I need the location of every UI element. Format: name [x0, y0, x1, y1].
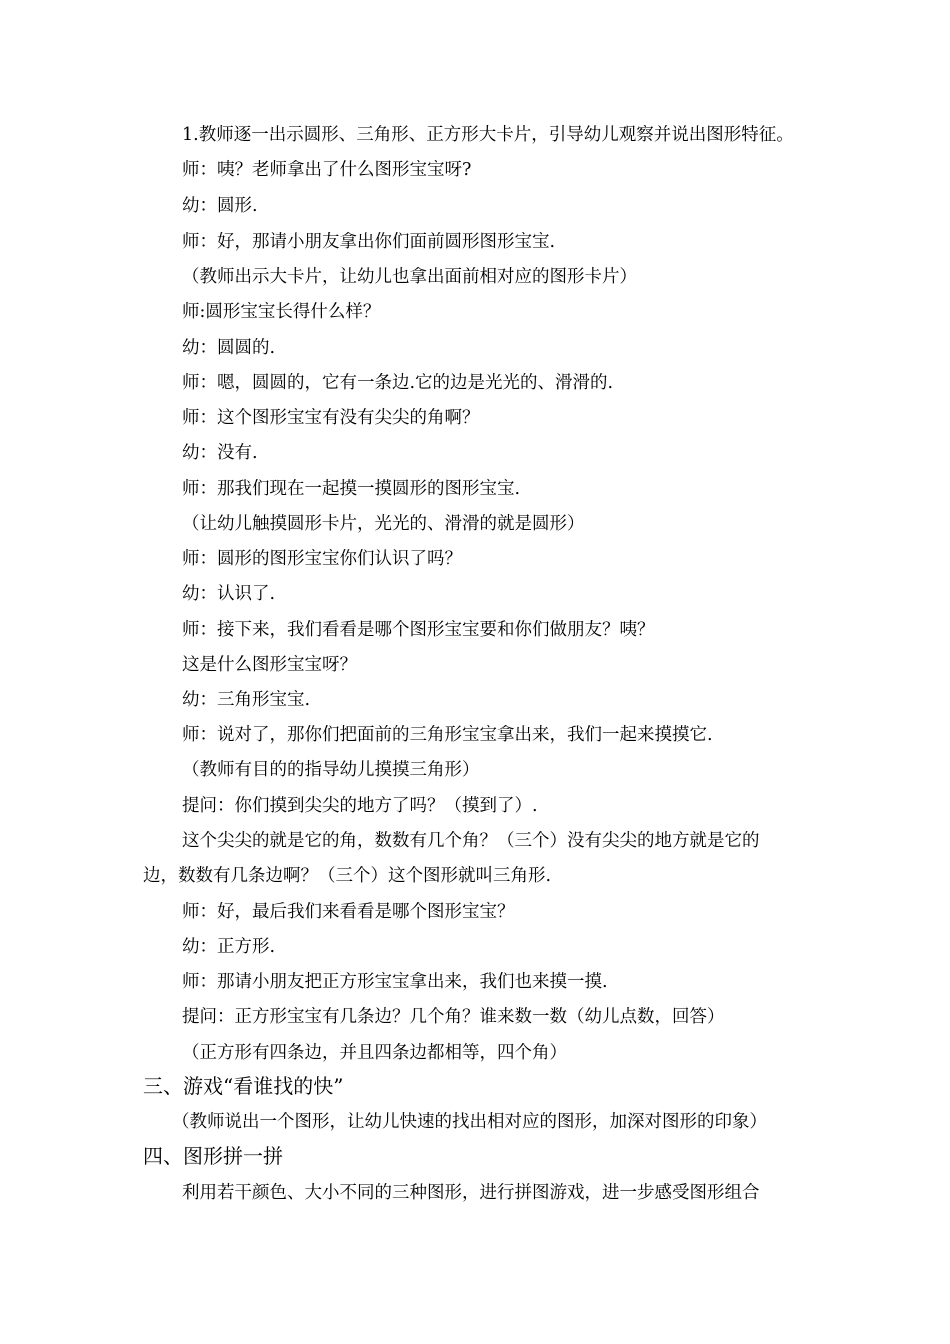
text-line-21: 这个尖尖的就是它的角，数数有几个角？（三个）没有尖尖的地方就是它的: [182, 831, 760, 851]
text-line-1: 1.教师逐一出示圆形、三角形、正方形大卡片，引导幼儿观察并说出图形特征。: [182, 125, 794, 145]
text-line-10: 幼：没有.: [182, 443, 258, 463]
text-line-29: （教师说出一个图形，让幼儿快速的找出相对应的图形，加深对图形的印象）: [172, 1112, 767, 1132]
text-line-5: （教师出示大卡片，让幼儿也拿出面前相对应的图形卡片）: [182, 267, 637, 287]
text-line-12: （让幼儿触摸圆形卡片，光光的、滑滑的就是圆形）: [182, 514, 585, 534]
text-line-16: 这是什么图形宝宝呀？: [182, 655, 357, 675]
text-line-22: 边，数数有几条边啊？（三个）这个图形就叫三角形.: [143, 866, 552, 886]
text-line-2: 师：咦？老师拿出了什么图形宝宝呀?: [182, 160, 472, 180]
text-line-11: 师：那我们现在一起摸一摸圆形的图形宝宝.: [182, 479, 521, 499]
text-line-31: 利用若干颜色、大小不同的三种图形，进行拼图游戏，进一步感受图形组合: [182, 1183, 760, 1203]
section-heading-3: 三、游戏“看谁找的快”: [143, 1074, 344, 1098]
text-line-14: 幼：认识了.: [182, 584, 276, 604]
text-line-4: 师：好，那请小朋友拿出你们面前圆形图形宝宝.: [182, 232, 556, 252]
text-line-7: 幼：圆圆的.: [182, 338, 276, 358]
text-line-25: 师：那请小朋友把正方形宝宝拿出来，我们也来摸一摸.: [182, 972, 608, 992]
text-line-13: 师：圆形的图形宝宝你们认识了吗？: [182, 549, 462, 569]
text-line-17: 幼：三角形宝宝.: [182, 690, 311, 710]
text-line-26: 提问：正方形宝宝有几条边？几个角？谁来数一数（幼儿点数，回答）: [182, 1007, 725, 1027]
text-line-3: 幼：圆形.: [182, 196, 258, 216]
text-line-15: 师：接下来，我们看看是哪个图形宝宝要和你们做朋友？咦？: [182, 620, 655, 640]
text-line-18: 师：说对了，那你们把面前的三角形宝宝拿出来，我们一起来摸摸它.: [182, 725, 713, 745]
text-line-6: 师:圆形宝宝长得什么样？: [182, 302, 381, 322]
text-line-19: （教师有目的的指导幼儿摸摸三角形）: [182, 760, 480, 780]
text-line-23: 师：好，最后我们来看看是哪个图形宝宝？: [182, 902, 515, 922]
section-heading-4: 四、图形拼一拼: [143, 1144, 283, 1168]
text-line-20: 提问：你们摸到尖尖的地方了吗？（摸到了）.: [182, 796, 538, 816]
text-line-24: 幼：正方形.: [182, 937, 276, 957]
text-line-27: （正方形有四条边，并且四条边都相等，四个角）: [182, 1043, 567, 1063]
text-line-8: 师：嗯，圆圆的，它有一条边.它的边是光光的、滑滑的.: [182, 373, 614, 393]
text-line-9: 师：这个图形宝宝有没有尖尖的角啊？: [182, 408, 480, 428]
